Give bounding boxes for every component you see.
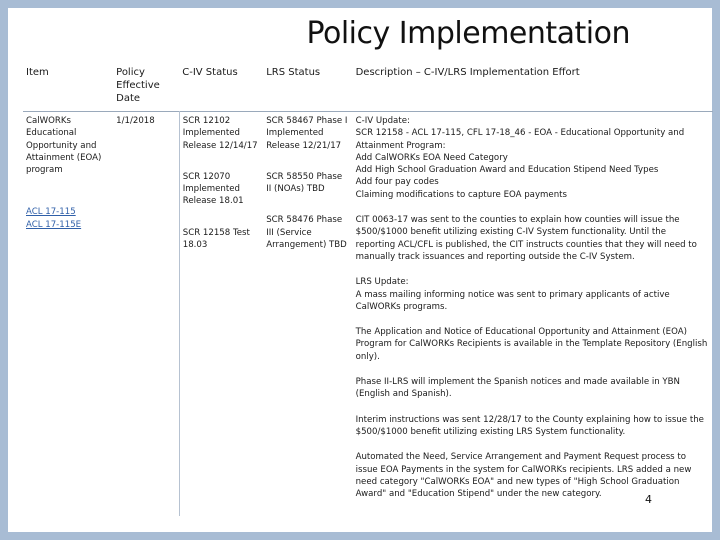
lrs-status-cell	[263, 112, 352, 517]
description-paragraph: Interim instructions was sent 12/28/17 to the County explaining how to issue the $500/$1000 benefit utilizing existing LRS System functionality.	[355, 414, 704, 437]
header-effective-date: Policy Effective Date	[116, 67, 160, 104]
header-description: Description – C-IV/LRS Implementation Effort	[355, 67, 580, 78]
header-civ-status: C-IV Status	[182, 67, 238, 78]
description-paragraph: Phase II-LRS will implement the Spanish notices and made available in YBN (English and Spanish).	[355, 377, 680, 400]
civ-status-entry: SCR 12158 Test 18.03	[182, 227, 250, 251]
description-line: Claiming modifications to capture EOA payments	[355, 189, 567, 200]
description-paragraph: A mass mailing informing notice was sent to primary applicants of active CalWORKs programs.	[355, 289, 670, 312]
description-paragraph: CIT 0063-17 was sent to the counties to explain how counties will issue the $500/$1000 benefit utilizing existing C-IV System functionality. Until the reporting ACL/CFL is published, the CIT instructs counties that they will need to manually track issuances and reporting outside the C-IV System.	[355, 215, 697, 262]
description-line: LRS Update:	[355, 277, 409, 288]
effective-date-cell	[113, 112, 179, 517]
page-title: Policy Implementation	[306, 16, 630, 51]
description-paragraph: The Application and Notice of Educational Opportunity and Attainment (EOA) Program for CalWORKs Recipients is available in the Template Repository (English only).	[355, 327, 708, 362]
header-lrs-status: LRS Status	[266, 67, 321, 78]
item-name: CalWORKs Educational Opportunity and Attainment (EOA) program	[26, 116, 102, 176]
description-line: Add four pay codes	[355, 177, 439, 188]
lrs-status-entry: SCR 58550 Phase II (NOAs) TBD	[266, 171, 343, 195]
lrs-status-entry: SCR 58476 Phase III (Service Arrangement) TBD	[266, 215, 347, 251]
description-cell	[353, 112, 713, 517]
effective-date: 1/1/2018	[116, 116, 155, 126]
civ-status-cell	[179, 112, 263, 517]
civ-status-entry: SCR 12102 Implemented Release 12/14/17	[182, 116, 258, 151]
header-item: Item	[26, 67, 49, 78]
table-header-row	[23, 56, 713, 112]
item-cell	[23, 112, 113, 517]
page-number: 4	[645, 493, 652, 506]
acl-link[interactable]: ACL 17-115	[26, 207, 76, 218]
slide	[8, 8, 712, 532]
description-line: Add CalWORKs EOA Need Category	[355, 152, 508, 163]
policy-table	[23, 56, 713, 516]
table-row	[23, 112, 713, 517]
acl-e-link[interactable]: ACL 17-115E	[26, 219, 82, 230]
lrs-status-entry: SCR 58467 Phase I Implemented Release 12/21/17	[266, 116, 348, 151]
description-line: C-IV Update:	[355, 116, 410, 126]
description-paragraph: Automated the Need, Service Arrangement and Payment Request process to issue EOA Payments in the system for CalWORKs recipients. LRS added a new need category "CalWORKs EOA" and new types of "High School Graduation Award" and "Education Stipend" under the new category.	[355, 452, 692, 500]
description-line: SCR 12158 - ACL 17-115, CFL 17-18_46 - EOA - Educational Opportunity and Attainment Program:	[355, 128, 685, 151]
civ-status-entry: SCR 12070 Implemented Release 18.01	[182, 171, 244, 207]
description-line: Add High School Graduation Award and Education Stipend Need Types	[355, 165, 659, 176]
